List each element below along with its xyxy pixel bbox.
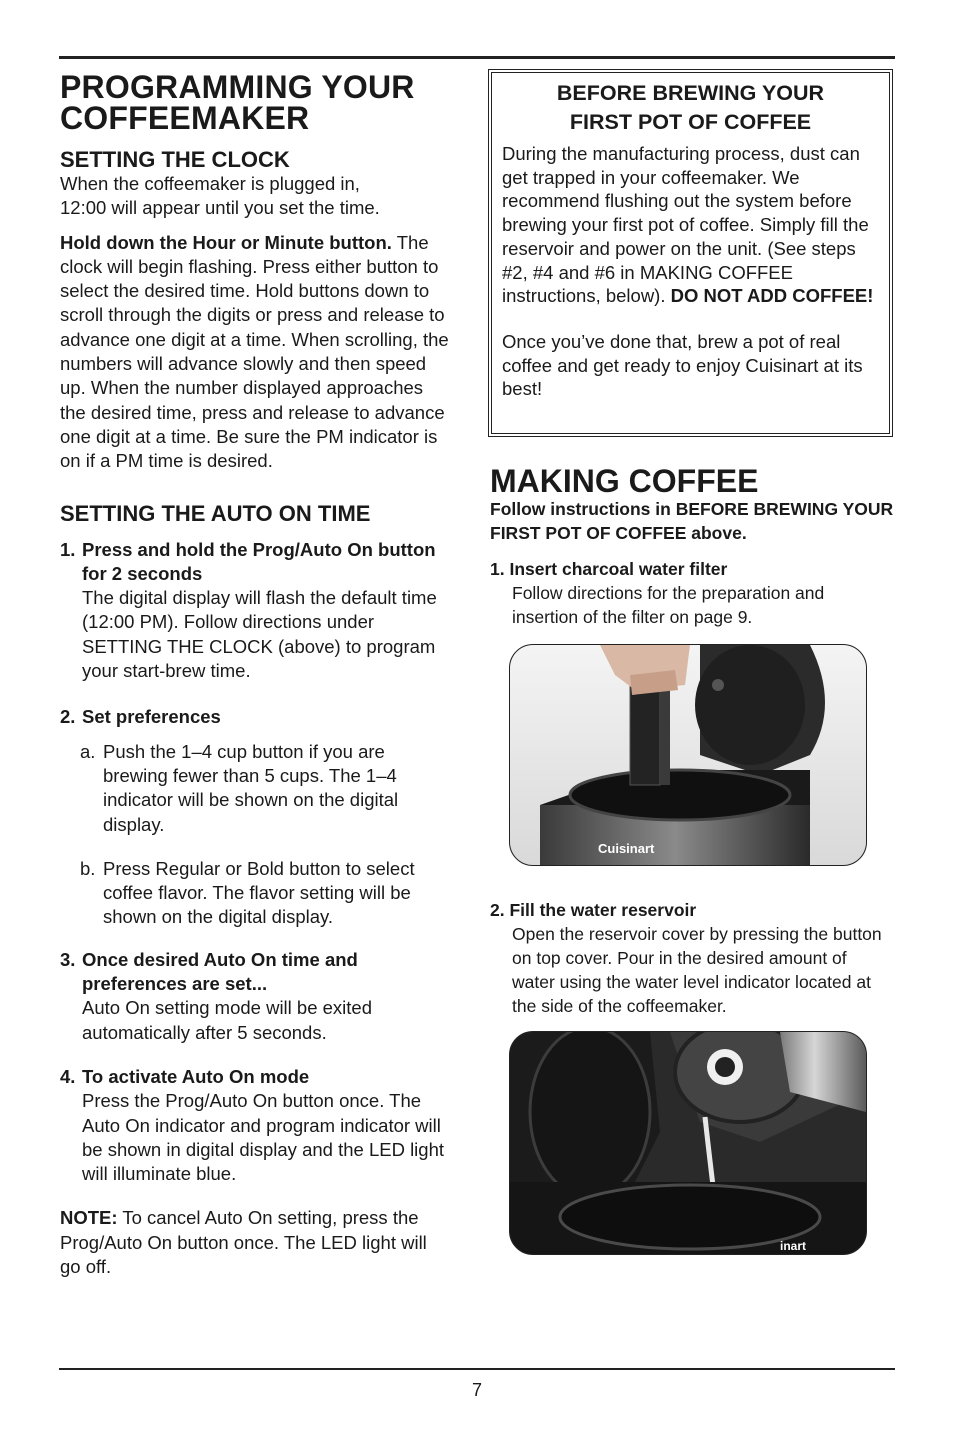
note-label: NOTE: [60, 1207, 118, 1229]
sub-body: Press Regular or Bold button to select coffee flavor. The flavor setting will be shown on the digital display. [103, 857, 415, 928]
page-title-line2: COFFEEMAKER [60, 100, 310, 136]
left-column [60, 69, 452, 1279]
step-body: Press the Prog/Auto On button once. The Auto On indicator and program indicator will be shown in digital display and the LED light will illuminate blue. [82, 1090, 445, 1185]
step-number: 1. [60, 538, 76, 560]
right-column [490, 72, 894, 1255]
box-heading-line2: FIRST POT OF COFFEE [569, 110, 812, 134]
photo-insert-filter [509, 644, 867, 866]
making-step-2-body: Open the reservoir cover by pressing the button on top cover. Pour in the desired amount of water using the water level indicator located at the side of the coffeemaker. [512, 923, 882, 1017]
step-number: 4. [60, 1065, 76, 1087]
clock-body-text: The clock will begin flashing. Press either button to select the desired time. Hold buttons down to scroll through the digits or press and release to advance one digit at a time. When scrolling, the numbers will advance slowly and then speed up. When the number displayed approaches the desired time, press and release to advance one digit at a time. Be sure the PM indicator is on if a PM time is desired. [60, 231, 449, 472]
making-coffee-title: MAKING COFFEE [490, 463, 759, 499]
step-heading: Once desired Auto On time and preferences are set... [82, 948, 358, 995]
top-rule [59, 56, 895, 59]
sub-body: Push the 1–4 cup button if you are brewing fewer than 5 cups. The 1–4 indicator will be shown on the digital display. [103, 740, 399, 835]
auto-on-step-4 [60, 1065, 452, 1186]
before-brewing-heading [502, 79, 879, 137]
clock-bold-lead: Hold down the Hour or Minute button. [60, 231, 392, 253]
photo-fill-reservoir [509, 1031, 867, 1255]
auto-on-heading: SETTING THE AUTO ON TIME [60, 500, 371, 526]
note-body: To cancel Auto On setting, press the Prog/Auto On button once. The LED light will go off. [60, 1207, 427, 1277]
note [60, 1206, 452, 1279]
auto-on-step-3 [60, 948, 452, 1045]
photo-fill-reservoir-image [510, 1032, 866, 1254]
step-2b [80, 857, 452, 930]
sub-letter: b. [80, 857, 96, 879]
box-para1-text: During the manufacturing process, dust can get trapped in your coffeemaker. We recommend flushing out the system before brewing your first pot of coffee. Simply fill the reservoir and power on the unit. (See steps #2, #4 and #6 in MAKING COFFEE instructions, below). [502, 143, 869, 307]
clock-intro-line1: When the coffeemaker is plugged in, [60, 173, 360, 194]
step-number: 2. [60, 706, 76, 728]
box-heading-line1: BEFORE BREWING YOUR [556, 81, 825, 105]
photo2-brand-text: inart [780, 1238, 807, 1253]
before-brewing-box [491, 72, 890, 434]
box-para1-bold: DO NOT ADD COFFEE! [670, 285, 874, 307]
sub-letter: a. [80, 740, 96, 762]
photo1-brand-text: Cuisinart [598, 840, 655, 856]
auto-on-step-2 [60, 705, 452, 929]
setting-clock-heading: SETTING THE CLOCK [60, 147, 290, 172]
box-paragraph-1 [502, 142, 879, 308]
making-step-1 [490, 557, 894, 630]
making-step-2-heading: 2. Fill the water reservoir [490, 899, 697, 920]
step-heading: To activate Auto On mode [82, 1065, 310, 1087]
making-step-2 [490, 898, 894, 1019]
bottom-rule [59, 1368, 895, 1370]
box-paragraph-2: Once you’ve done that, brew a pot of real coffee and get ready to enjoy Cuisinart at its best! [502, 330, 863, 400]
step-body: The digital display will flash the default time (12:00 PM). Follow directions under SETTING THE CLOCK (above) to program your start-brew time. [82, 587, 437, 682]
auto-on-step-1 [60, 538, 452, 684]
page-title-line1: PROGRAMMING YOUR [60, 69, 415, 105]
page-title [60, 69, 452, 136]
setting-clock-body [60, 231, 452, 474]
step-number: 3. [60, 948, 76, 970]
clock-intro-line2: 12:00 will appear until you set the time. [60, 197, 380, 219]
auto-on-steps [60, 538, 452, 1187]
making-step-1-body: Follow directions for the preparation and insertion of the filter on page 9. [512, 583, 825, 628]
making-step-1-heading: 1. Insert charcoal water filter [490, 559, 728, 579]
step-body: Auto On setting mode will be exited automatically after 5 seconds. [82, 997, 372, 1043]
photo-insert-filter-image [510, 645, 866, 865]
step-2a [80, 740, 452, 837]
page-number: 7 [471, 1380, 482, 1400]
making-coffee-subtitle: Follow instructions in BEFORE BREWING YOUR FIRST POT OF COFFEE above. [490, 499, 894, 543]
setting-clock-intro [60, 172, 452, 221]
step-heading: Set preferences [82, 706, 221, 728]
step-heading: Press and hold the Prog/Auto On button for 2 seconds [82, 538, 436, 584]
